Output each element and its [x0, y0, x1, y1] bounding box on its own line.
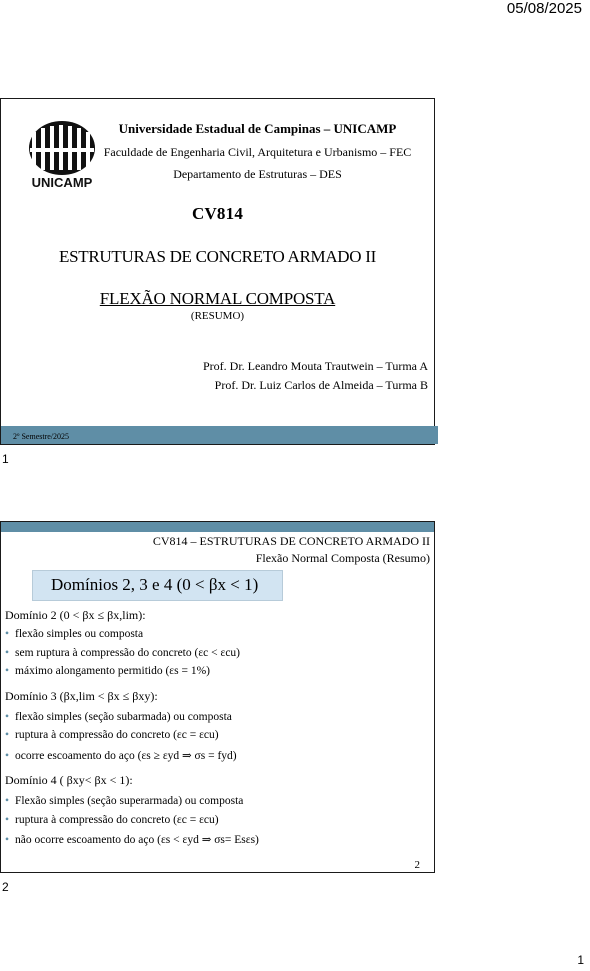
- university-name: Universidade Estadual de Campinas – UNICAMP: [118, 121, 397, 136]
- slide-1-number: 1: [2, 452, 9, 466]
- logo-text: UNICAMP: [31, 175, 93, 190]
- slide-1: [0, 98, 435, 445]
- list-item: • flexão simples (seção subarmada) ou composta: [5, 711, 232, 723]
- topic-title: [1, 289, 434, 309]
- slide-number: 2: [414, 859, 420, 871]
- topic-note: (RESUMO): [190, 310, 245, 322]
- bullet-icon: •: [5, 665, 10, 677]
- domain-2-label: Domínio 2 (0 < βx ≤ βx,lim):: [5, 608, 146, 622]
- bullet-icon: •: [5, 814, 10, 826]
- bullet-icon: •: [5, 834, 10, 846]
- topic-text: FLEXÃO NORMAL COMPOSTA: [99, 289, 336, 308]
- list-item: • Flexão simples (seção superarmada) ou composta: [5, 795, 244, 807]
- bullet-icon: •: [5, 647, 10, 659]
- print-date: 05/08/2025: [506, 0, 582, 17]
- page-number: 1: [577, 953, 584, 967]
- slide-header-topic: Flexão Normal Composta (Resumo): [255, 551, 430, 565]
- department-name: Departamento de Estruturas – DES: [173, 167, 342, 181]
- course-code: CV814: [191, 204, 244, 223]
- bullet-icon: •: [5, 795, 10, 807]
- semester-label: 2º Semestre/2025: [13, 432, 70, 441]
- slide-2-number: 2: [2, 880, 9, 894]
- faculty-name: Faculdade de Engenharia Civil, Arquitetura e Urbanismo – FEC: [103, 145, 412, 159]
- course-title: ESTRUTURAS DE CONCRETO ARMADO II: [59, 247, 376, 266]
- list-item: • flexão simples ou composta: [5, 628, 144, 640]
- list-item: • ruptura à compressão do concreto (εc = εcu): [5, 814, 219, 826]
- bullet-icon: •: [5, 711, 10, 723]
- list-item: • máximo alongamento permitido (εs = 1%): [5, 665, 210, 677]
- bullet-icon: •: [5, 628, 10, 640]
- domain-4-label: Domínio 4 ( βxy< βx < 1):: [5, 773, 133, 787]
- professor-1: Prof. Dr. Leandro Mouta Trautwein – Turma A: [203, 359, 428, 373]
- list-item: • ruptura à compressão do concreto (εc = εcu): [5, 729, 219, 741]
- bullet-icon: •: [5, 729, 10, 741]
- professor-2: Prof. Dr. Luiz Carlos de Almeida – Turma B: [214, 378, 428, 392]
- slide-2: [0, 521, 435, 873]
- domain-3-label: Domínio 3 (βx,lim < βx ≤ βxy):: [5, 689, 158, 703]
- slide-header-course: CV814 – ESTRUTURAS DE CONCRETO ARMADO II: [152, 534, 430, 548]
- bullet-icon: •: [5, 750, 10, 762]
- domains-title: Domínios 2, 3 e 4 (0 < βx < 1): [51, 575, 259, 594]
- header-bar: [1, 522, 434, 532]
- list-item: • não ocorre escoamento do aço (εs < εyd ⇒ σs= Esεs): [5, 834, 259, 846]
- list-item: • sem ruptura à compressão do concreto (εc < εcu): [5, 647, 241, 659]
- list-item: • ocorre escoamento do aço (εs ≥ εyd ⇒ σs = fyd): [5, 750, 237, 762]
